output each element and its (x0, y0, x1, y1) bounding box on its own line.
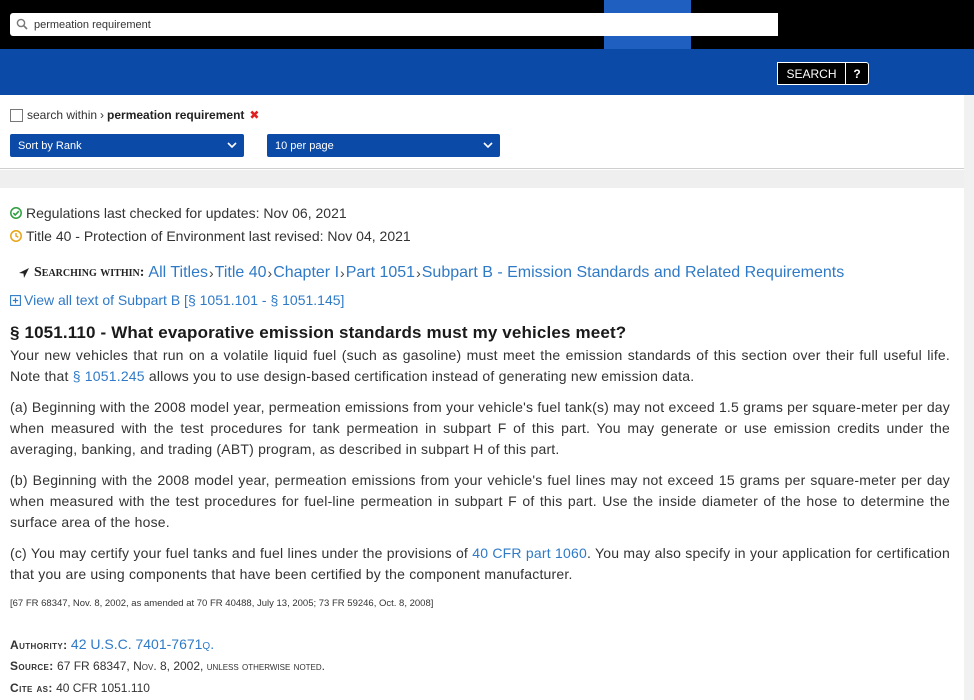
breadcrumb-separator: › (267, 265, 273, 281)
sort-select[interactable] (10, 134, 244, 157)
search-button[interactable]: SEARCH (777, 62, 845, 85)
chevron-right-icon: › (100, 107, 105, 122)
section-title: § 1051.110 - What evaporative emission standards must my vehicles meet? (10, 323, 627, 342)
source-label: Source: (10, 659, 54, 673)
view-all-subpart-text: View all text of Subpart B [§ 1051.101 - § 1051.145] (24, 292, 345, 308)
chevron-down-icon (483, 141, 493, 149)
section-1051-245-link[interactable]: § 1051.245 (72, 368, 145, 384)
intro-text-after: allows you to use design-based certification instead of generating new emission data. (144, 368, 695, 384)
breadcrumb-separator: › (208, 265, 214, 281)
clock-icon (10, 230, 22, 242)
breadcrumb-separator: › (340, 265, 345, 281)
filter-panel (0, 95, 964, 169)
breadcrumb-chapter-i[interactable]: Chapter I (273, 264, 340, 281)
authority-label: Authority: (10, 638, 68, 652)
search-box (10, 13, 778, 36)
status-last-revised-text: Title 40 - Protection of Environment last revised: Nov 04, 2021 (26, 228, 411, 244)
paragraph-a: (a) Beginning with the 2008 model year, permeation emissions from your vehicle's fuel tank(s) may not exceed 1.5 grams per square-meter per day when measured with the test procedures for tank permeation in subpart F of this part. You may generate or use emission credits under the averaging, banking, and trading (ABT) program, as described in subpart H of this part. (10, 399, 950, 457)
check-circle-icon (10, 207, 22, 219)
search-within-label: search within (27, 107, 98, 122)
search-icon (16, 18, 28, 30)
search-input[interactable] (34, 13, 774, 36)
status-last-revised (10, 228, 411, 244)
paragraph-c-after: . You may also specify in your application for certification that you are using components that have been certified by the component manufacturer. (10, 545, 951, 582)
status-last-checked (10, 205, 347, 221)
authority-link[interactable]: 42 U.S.C. 7401-7671q. (70, 636, 215, 652)
paragraph-b: (b) Beginning with the 2008 model year, permeation emissions from your vehicle's fuel lines may not exceed 15 grams per square-meter per day when measured with the test procedures for fuel-line permeation in subpart F of this part. Use the inside diameter of the hose to determine the surface area of the hose. (10, 472, 950, 530)
view-all-subpart-link[interactable] (10, 292, 344, 308)
scrollbar[interactable] (964, 95, 974, 700)
breadcrumb-title-40[interactable]: Title 40 (214, 264, 267, 281)
search-within-checkbox[interactable] (10, 109, 23, 122)
cite-as-label: Cite as: (10, 681, 53, 695)
breadcrumb-all-titles[interactable]: All Titles (148, 264, 208, 281)
plus-square-icon (10, 295, 21, 306)
intro-text-before: Your new vehicles that run on a volatile liquid fuel (such as gasoline) must meet the emission standards of this section over their full useful life. Note that (10, 347, 950, 384)
breadcrumb-subpart-b[interactable]: Subpart B - Emission Standards and Related Requirements (421, 264, 845, 281)
source-line (10, 659, 325, 673)
breadcrumb-label: Searching within: (34, 265, 145, 280)
amendment-citation: [67 FR 68347, Nov. 8, 2002, as amended at 70 FR 40488, July 13, 2005; 73 FR 59246, Oct. 8, 2008] (10, 598, 434, 609)
chevron-down-icon (227, 141, 237, 149)
help-button[interactable]: ? (845, 62, 869, 85)
search-within (10, 107, 259, 122)
paragraph-c-before: (c) You may certify your fuel tanks and fuel lines under the provisions of (10, 545, 473, 561)
authority-line (10, 636, 214, 652)
divider-band (0, 170, 964, 188)
source-value: 67 FR 68347, Nov. 8, 2002, unless otherwise noted. (57, 659, 326, 673)
cite-as-value: 40 CFR 1051.110 (56, 681, 150, 695)
status-last-checked-text: Regulations last checked for updates: Nov 06, 2021 (26, 205, 347, 221)
location-arrow-icon (18, 267, 30, 279)
sort-select-value: Sort by Rank (18, 139, 82, 152)
cfr-part-1060-link[interactable]: 40 CFR part 1060 (472, 545, 587, 561)
current-query: permeation requirement (107, 107, 245, 122)
breadcrumb-separator: › (416, 265, 421, 281)
per-page-select-value: 10 per page (275, 139, 334, 152)
cite-as-line (10, 681, 150, 695)
section-intro-paragraph (10, 345, 950, 387)
paragraph-c (10, 543, 950, 585)
remove-icon[interactable]: ✖ (249, 107, 260, 122)
breadcrumb-part-1051[interactable]: Part 1051 (345, 264, 416, 281)
per-page-select[interactable] (267, 134, 500, 157)
breadcrumb (18, 264, 844, 282)
